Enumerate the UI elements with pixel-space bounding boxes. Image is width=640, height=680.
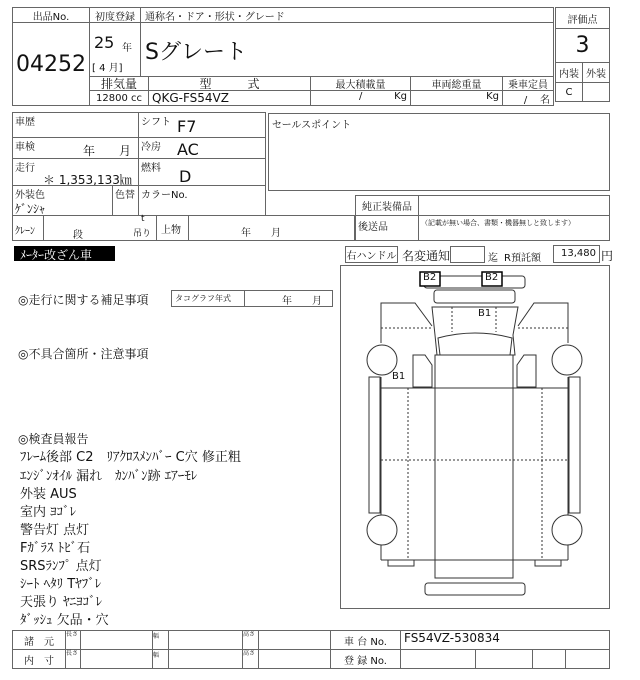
grade: Sグレート [145,40,247,65]
lot-label: 出品No. [12,7,90,23]
ac-value: AC [177,140,199,159]
mileage-cell [12,158,139,186]
mileage-notes-heading: ◎走行に関する補足事項 [18,293,149,307]
length-label: 長さ [65,649,81,669]
crane-row [12,215,355,241]
shift-value: F7 [177,117,197,136]
damage-mark: B2 [423,272,437,283]
width-label: 幅 [152,630,169,650]
inspection-label: 車検 [15,142,35,153]
report-line: 外装 AUS [20,487,77,502]
right-door [518,303,568,343]
year-unit: 年 [122,43,132,54]
recycle-label: R預託額 [504,253,541,264]
color-no-cell [138,185,266,216]
until-label: 迄 [488,253,498,264]
fuel-value: D [179,167,192,186]
genuine-equipment-value [418,195,610,216]
report-line: ﾀﾞｯｼｭ 欠品・穴 [20,613,109,628]
later-delivery-label: 後送品 [355,215,419,241]
sales-point-label: セールスポイント [272,120,352,131]
name-label: 通称名・ドア・形状・グレード [140,7,554,23]
right-hand-badge: 右ハンドル [345,246,398,263]
inspection-cell [12,137,139,159]
interior-label: 内装 [555,62,583,83]
rear-bumper [425,583,525,595]
report-line: ｴﾝｼﾞﾝｵｲﾙ 漏れ ｶﾝﾊﾞﾝ跡 ｴｱｰﾓﾚ [20,469,198,484]
first-reg-year: 25 [94,33,115,52]
damage-mark: B1 [392,371,406,382]
chassis-label: 車 台 No. [330,630,401,650]
windshield [438,333,512,355]
sales-point-box [268,113,610,191]
gross-weight-label: 車両総重量 [410,76,503,91]
left-door [381,303,432,343]
later-delivery-note: （記載が無い場合、書類・機器無しと致します） [418,215,610,241]
shift-label: シフト [141,117,171,128]
report-line: SRSﾗﾝﾌﾟ 点灯 [20,559,102,574]
history-label: 車歴 [15,117,35,128]
ac-label: 冷房 [141,142,161,153]
report-line: ﾌﾚｰﾑ後部 C2 ﾘｱｸﾛｽﾒﾝﾊﾞｰ C穴 修正粗 [20,450,241,465]
wheel-front-right [552,345,582,375]
chassis-number: FS54VZ-530834 [400,630,610,650]
meter-tampered-badge: ﾒｰﾀｰ改ざん車 [14,246,115,261]
shift-cell [138,112,266,138]
length-label: 長さ [65,630,81,650]
truck-diagram [340,260,610,620]
tachograph-value: 年 月 [282,296,322,307]
fuel-cell [138,158,266,186]
max-load-label: 最大積載量 [310,76,411,91]
mileage-label: 走行 [15,163,35,174]
tachograph-box [171,290,333,307]
damage-mark: B2 [485,272,499,283]
width-label: 幅 [152,649,169,669]
gross-weight: Kg [410,90,503,106]
crane-label: ｸﾚｰﾝ [15,226,35,237]
crane-ton: 吊り [133,229,152,239]
report-line: 天張り ﾔﾆﾖｺﾞﾚ [20,595,103,610]
inner-dimensions-label: 内 寸 [12,649,66,669]
first-reg-cell [89,22,141,77]
exterior-label: 外装 [582,62,610,83]
body-label: 上物 [161,225,181,236]
left-side-guard [369,377,380,513]
lot-number: 04252 [12,22,90,106]
cab [432,307,518,355]
registration-label: 登 録 No. [330,649,401,669]
report-line: 警告灯 点灯 [20,523,90,538]
first-reg-month: [ 4 月] [92,63,123,74]
color-label: 外装色 [15,190,45,201]
report-line: ｼｰﾄ ﾍﾀﾘ Tﾔﾌﾞﾚ [20,577,102,592]
wheel-rear-right [552,515,582,545]
model-label: 型 式 [148,76,311,91]
mileage-value: ＊ 1,353,133㎞ [43,173,132,187]
ac-cell [138,137,266,159]
color-cell [12,185,113,216]
front-grille [434,290,515,303]
tachograph-label: タコグラフ年式 [175,294,231,303]
damage-mark: B1 [478,308,492,319]
body-date: 年 月 [241,228,281,239]
wheel-rear-left [367,515,397,545]
dimensions-label: 諸 元 [12,630,66,650]
yen-label: 円 [601,249,614,263]
report-line: Fｶﾞﾗｽ ﾄﾋﾞ石 [20,541,91,556]
crane-stage: 段 [73,230,83,241]
height-label: 高さ [242,649,259,669]
genuine-equipment-label: 純正装備品 [355,195,419,216]
recycle-amount: 13,480 [553,245,600,263]
history-cell [12,112,139,138]
right-mirror [517,355,536,387]
score-label: 評価点 [555,7,610,29]
report-line: 室内 ﾖｺﾞﾚ [20,505,77,520]
displacement-label: 排気量 [89,76,149,91]
interior-grade: C [555,82,583,102]
color-change-cell [112,185,139,216]
inspection-value: 年 月 [83,144,132,158]
model: QKG-FS54VZ [148,90,311,106]
grade-cell [140,22,554,77]
crane-ton-unit: t [141,214,145,224]
first-reg-label: 初度登録 [89,7,141,23]
color-value: ｹﾞﾝｼｬ [15,202,46,216]
defects-heading: ◎不具合箇所・注意事項 [18,347,149,361]
left-mirror [413,355,432,387]
capacity-label: 乗車定員 [502,76,554,91]
inspector-report-heading: ◎検査員報告 [18,432,89,446]
color-no-label: カラーNo. [141,190,188,201]
score: 3 [555,28,610,63]
height-label: 高さ [242,630,259,650]
max-load: / Kg [310,90,411,106]
color-change-label: 色替 [115,190,135,201]
name-change-label: 名変通知 [402,249,451,263]
exterior-grade [582,82,610,102]
fuel-label: 燃料 [141,163,161,174]
right-side-guard [569,377,580,513]
displacement: 12800 cc [89,90,149,106]
capacity: / 名 [502,90,554,106]
